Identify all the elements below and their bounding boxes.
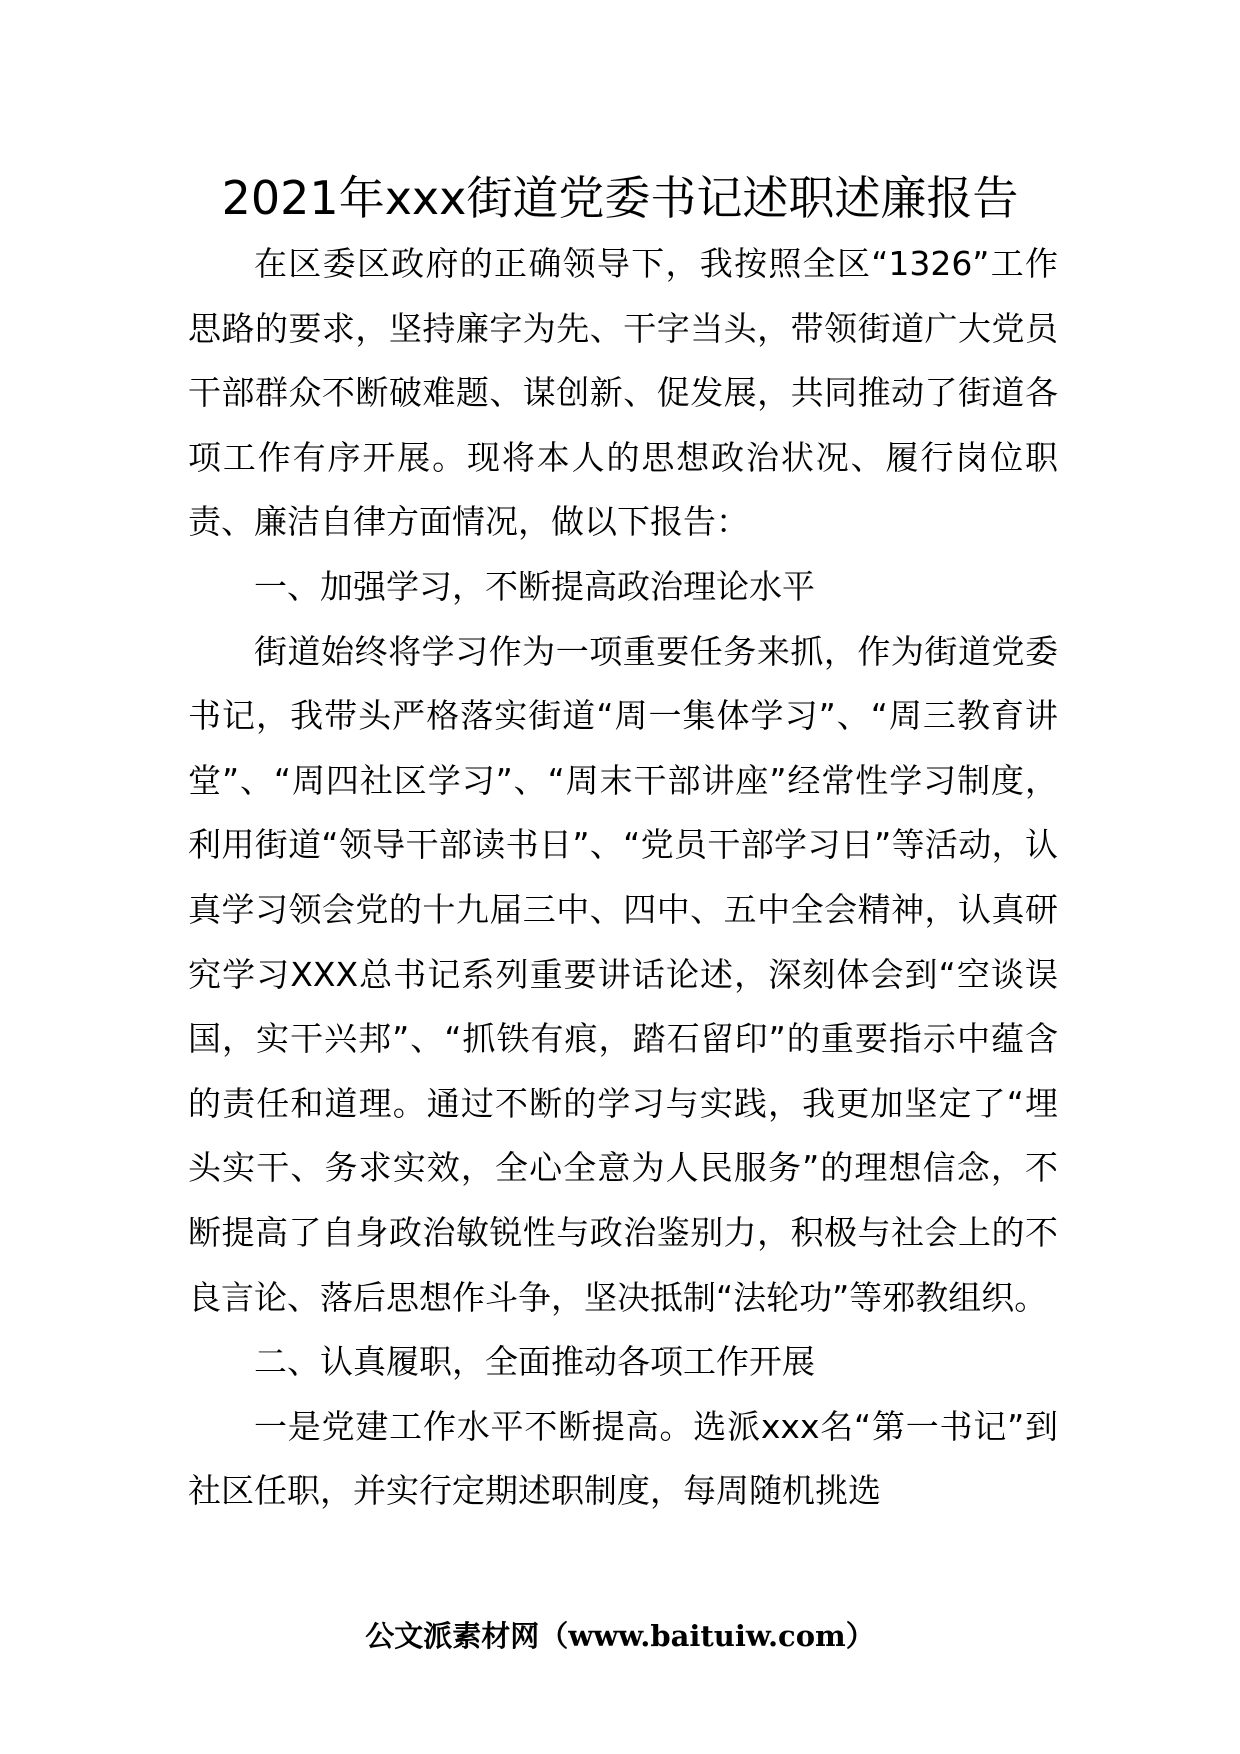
footer-watermark: 公文派素材网（www.baituiw.com） bbox=[365, 1619, 875, 1653]
paragraph-study: 街道始终将学习作为一项重要任务来抓，作为街道党委书记，我带头严格落实街道“周一集体学习”、“周三教育讲堂”、“周四社区学习”、“周末干部讲座”经常性学习制度，利用街道“领导干部读书日”、“党员干部学习日”等活动，认真学习领会党的十九届三中、四中、五中全会精神，认真研究学习XXX总书记系列重要讲话论述，深刻体会到“空谈误国，实干兴邦”、“抓铁有痕，踏石留印”的重要指示中蕴含的责任和道理。通过不断的学习与实践，我更加坚定了“埋头实干、务求实效，全心全意为人民服务”的理想信念，不断提高了自身政治敏锐性与政治鉴别力，积极与社会上的不良言论、落后思想作斗争，坚决抵制“法轮功”等邪教组织。 bbox=[188, 631, 1058, 1317]
document-body bbox=[188, 232, 1058, 1524]
paragraph-intro: 在区委区政府的正确领导下，我按照全区“1326”工作思路的要求，坚持廉字为先、干字当头，带领街道广大党员干部群众不断破难题、谋创新、促发展，共同推动了街道各项工作有序开展。现将本人的思想政治状况、履行岗位职责、廉洁自律方面情况，做以下报告： bbox=[188, 244, 1058, 542]
paragraph-party-building: 一是党建工作水平不断提高。选派xxx名“第一书记”到社区任职，并实行定期述职制度，每周随机挑选 bbox=[188, 1406, 1058, 1511]
section-heading-1: 一、加强学习，不断提高政治理论水平 bbox=[254, 566, 815, 606]
document-title: 2021年xxx街道党委书记述职述廉报告 bbox=[221, 171, 1019, 225]
section-heading-2: 二、认真履职，全面推动各项工作开展 bbox=[254, 1342, 815, 1382]
